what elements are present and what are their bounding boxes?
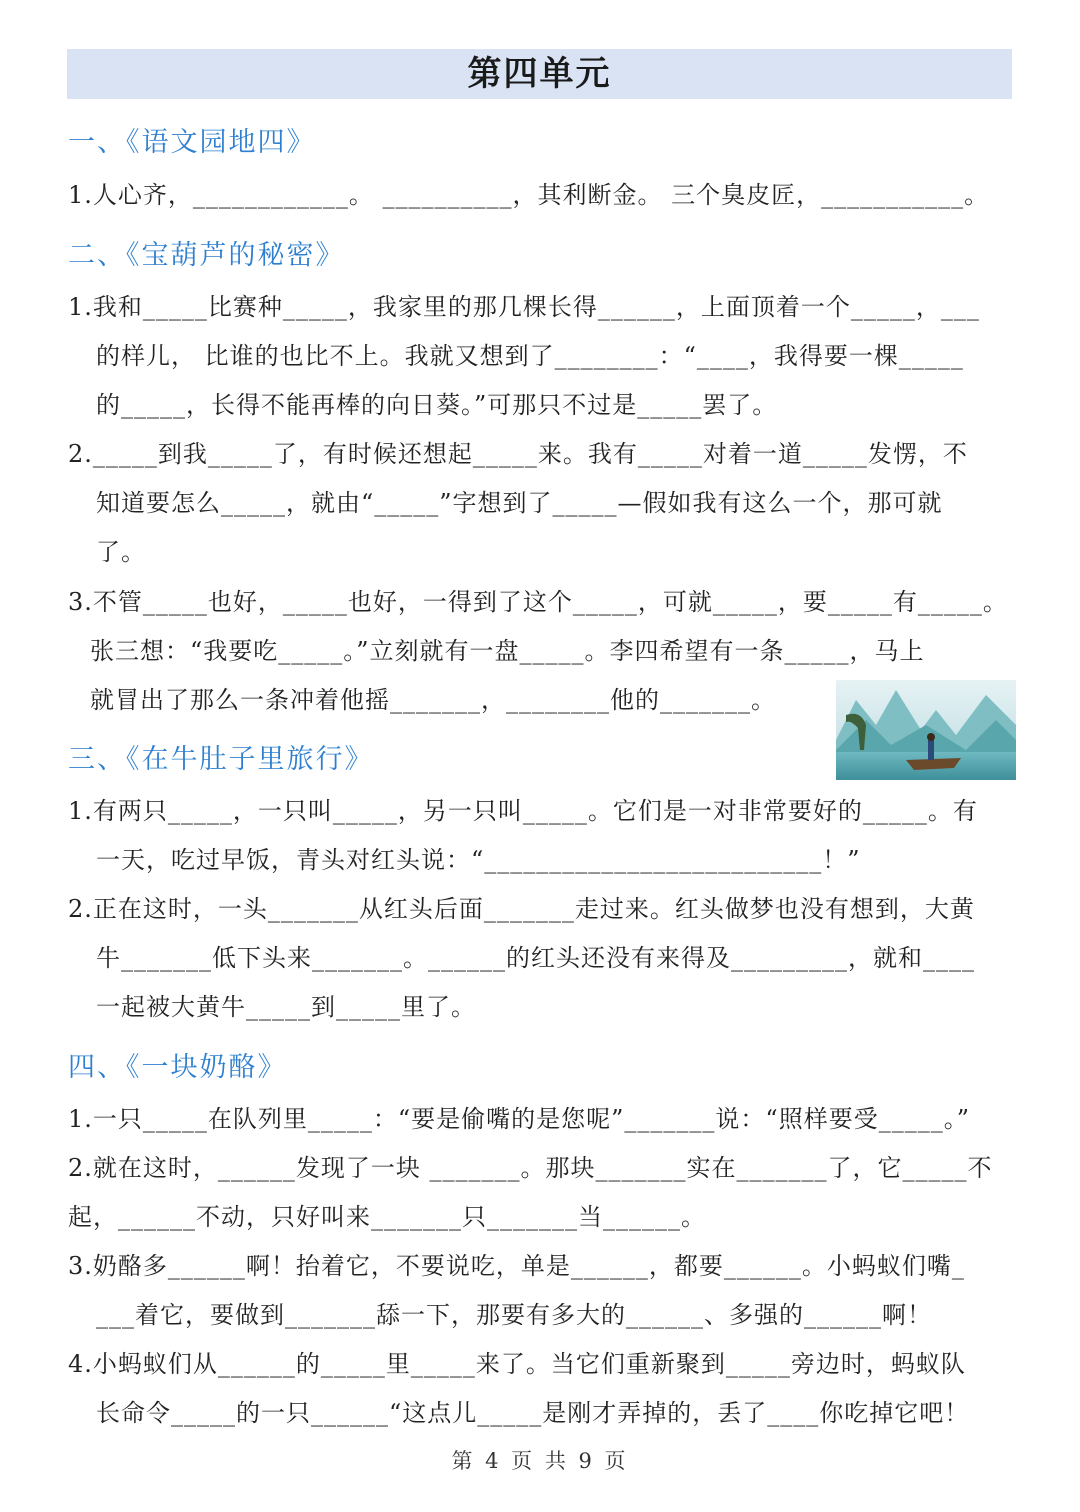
page-footer: 第 4 页 共 9 页 [451,1449,629,1473]
question-line: 3.不管_____也好，_____也好，一得到了这个_____，可就_____，要_____有_____。 [68,588,1008,616]
question-line: 长命令_____的一只______“这点儿_____是刚才弄掉的，丢了____你吃掉它吧！ [96,1399,970,1427]
question-line: 1.人心齐，____________。 __________，其利断金。 三个臭皮匠，___________。 [68,181,990,209]
question-line: 1.一只_____在队列里_____：“要是偷嘴的是您呢”_______说：“照样要受_____。” [68,1105,970,1133]
page-title: 第四单元 [67,49,1012,99]
question-line: 一起被大黄牛_____到_____里了。 [96,993,476,1021]
boat-on-river-illustration [836,680,1016,780]
section-heading-3: 三、《在牛肚子里旅行》 [68,744,374,775]
question-line: 3.奶酪多______啊！抬着它，不要说吃，单是______，都要______。小蚂蚁们嘴_ [68,1252,965,1280]
question-line: 起，______不动，只好叫来_______只_______当______。 [68,1203,706,1231]
section-heading-4: 四、《一块奶酪》 [68,1052,287,1083]
question-line: 2.正在这时，一头_______从红头后面_______走过来。红头做梦也没有想到，大黄 [68,895,975,923]
question-line: 一天，吃过早饭，青头对红头说：“__________________________！” [96,846,861,874]
question-line: 的样儿， 比谁的也比不上。我就又想到了________：“____，我得要一棵_____ [96,342,964,370]
section-heading-2: 二、《宝葫芦的秘密》 [68,240,345,271]
question-line: 2.就在这时，______发现了一块 _______。那块_______实在_______了，它_____不 [68,1154,993,1182]
question-line: 1.我和_____比赛种_____，我家里的那几棵长得______，上面顶着一个_____，___ [68,293,980,321]
question-line: 了。 [96,538,146,566]
question-line: 2._____到我_____了，有时候还想起_____来。我有_____对着一道_____发愣，不 [68,440,968,468]
question-line: 的_____，长得不能再棒的向日葵。”可那只不过是_____罢了。 [96,391,778,419]
question-line: 牛_______低下头来_______。______的红头还没有来得及_________，就和____ [96,944,975,972]
question-line: 1.有两只_____，一只叫_____，另一只叫_____。它们是一对非常要好的_____。有 [68,797,978,825]
question-line: 4.小蚂蚁们从______的_____里_____来了。当它们重新聚到_____旁边时，蚂蚁队 [68,1350,966,1378]
question-line: ___着它，要做到_______舔一下，那要有多大的______、多强的______啊！ [96,1301,932,1329]
question-line: 知道要怎么_____，就由“_____”字想到了_____—假如我有这么一个，那可就 [96,489,943,517]
question-line: 就冒出了那么一条冲着他摇_______，________他的_______。 [90,686,776,714]
question-line: 张三想：“我要吃_____。”立刻就有一盘_____。李四希望有一条_____，马上 [90,637,925,665]
section-heading-1: 一、《语文园地四》 [68,127,316,158]
